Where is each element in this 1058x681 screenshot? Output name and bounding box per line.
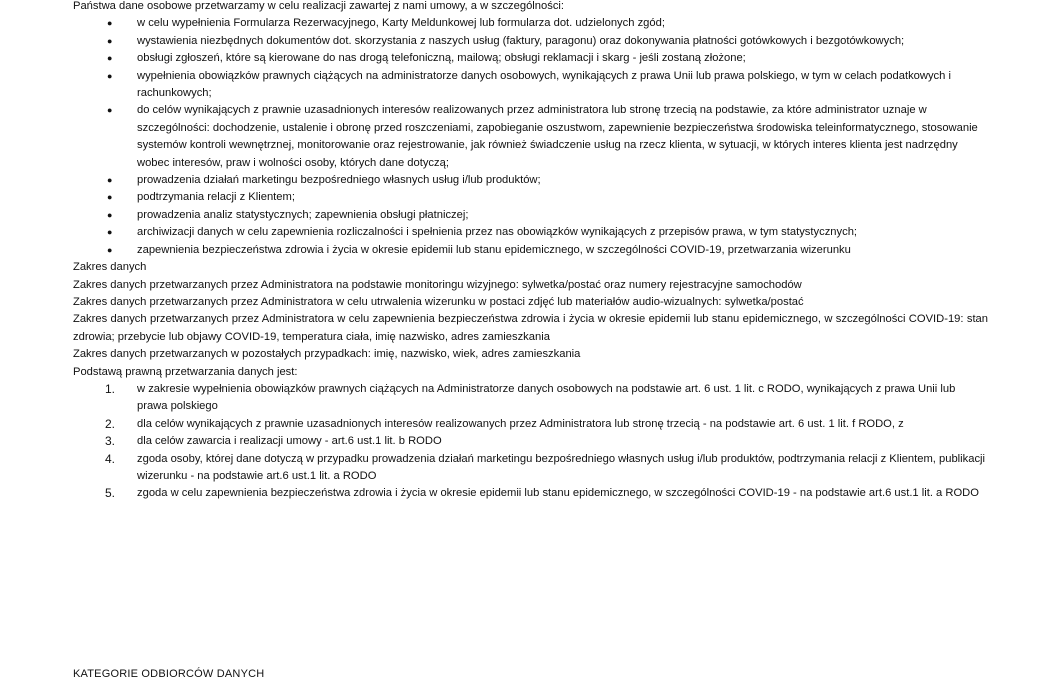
list-item: ● w celu wypełnienia Formularza Rezerwacyjnego, Karty Meldunkowej lub formularza dot. udzielonych zgód; [73, 15, 988, 32]
bullet-icon: ● [107, 209, 113, 220]
bullet-icon: ● [107, 53, 113, 64]
bullet-icon: ● [107, 35, 113, 46]
scope-line-monitoring: Zakres danych przetwarzanych przez Administratora na podstawie monitoringu wizyjnego: sylwetka/postać oraz numery rejestracyjne samochodów [73, 278, 802, 291]
list-item: ● obsługi zgłoszeń, które są kierowane do nas drogą telefoniczną, mailową; obsługi reklamacji i skarg - jeśli zostaną złożone; [73, 50, 988, 67]
list-item: ● wypełnienia obowiązków prawnych ciążących na administratorze danych osobowych, wynikających z prawa Unii lub prawa polskiego, w tym w celach podatkowych i rachunkowych; [107, 69, 951, 100]
bullet-icon: ● [107, 227, 113, 238]
bullet-icon: ● [107, 244, 113, 255]
scope-heading: Zakres danych [73, 261, 147, 274]
list-item: 5. zgoda w celu zapewnienia bezpieczeństwa zdrowia i życia w okresie epidemii lub stanu epidemicznego, w szczególności COVID-19 - na podstawie art.6 ust.1 lit. a RODO [105, 486, 979, 501]
scope-line-other: Zakres danych przetwarzanych w pozostałych przypadkach: imię, nazwisko, wiek, adres zamieszkania [73, 348, 581, 361]
bullet-icon: ● [107, 175, 113, 186]
bullet-icon: ● [107, 192, 113, 203]
list-item: ● podtrzymania relacji z Klientem; [73, 189, 988, 206]
document-page [73, 0, 988, 503]
list-item: ● prowadzenia działań marketingu bezpośredniego własnych usług i/lub produktów; [73, 172, 988, 189]
list-item: 2. dla celów wynikających z prawnie uzasadnionych interesów realizowanych przez Administratora lub stronę trzecią - na podstawie art. 6 ust. 1 lit. f RODO, z [105, 416, 904, 431]
list-item: ● prowadzenia analiz statystycznych; zapewnienia obsługi płatniczej; [73, 207, 988, 224]
scope-line-covid: Zakres danych przetwarzanych przez Administratora w celu zapewnienia bezpieczeństwa zdrowia i życia w okresie epidemii lub stanu epidemicznego, w szczególności COVID-19: stan zdrowia; przebycie lub objawy COVID-19, temperatura ciała, imię nazwisko, adres zamieszkania [73, 313, 988, 343]
list-item: 3. dla celów zawarcia i realizacji umowy - art.6 ust.1 lit. b RODO [105, 434, 442, 449]
purposes-list [73, 15, 988, 259]
list-item: ● do celów wynikających z prawnie uzasadnionych interesów realizowanych przez administratora lub stronę trzecią na podstawie, za które administrator uznaje w szczególności: dochodzenie, ustalenie i obronę przed roszczeniami, zapobieganie oszustwom, zapewnienie bezpieczeństwa środowiska teleinformatycznego, stosowanie systemów kontroli wewnętrznej, monitorowanie oraz rejestrowanie, jak również świadczenie usług na rzecz klienta, w sytuacji, w których interes klienta jest nadrzędny wobec interesów, praw i wolności osoby, których dane dotyczą; [107, 104, 978, 169]
list-item: 1. w zakresie wypełnienia obowiązków prawnych ciążących na Administratorze danych osobowych na podstawie art. 6 ust. 1 lit. c RODO, wynikających z prawa Unii lub prawa polskiego [105, 381, 956, 413]
bullet-icon: ● [107, 70, 113, 81]
list-item: ● zapewnienia bezpieczeństwa zdrowia i życia w okresie epidemii lub stanu epidemicznego, w szczególności COVID-19, przetwarzania wizerunku [73, 242, 988, 259]
legal-basis-heading: Podstawą prawną przetwarzania danych jest: [73, 365, 298, 378]
next-section-heading: KATEGORIE ODBIORCÓW DANYCH [73, 668, 265, 680]
list-item: ● wystawienia niezbędnych dokumentów dot. skorzystania z naszych usług (faktury, paragonu) oraz dokonywania płatności gotówkowych i bezgotówkowych; [73, 33, 988, 50]
bullet-icon: ● [107, 105, 113, 116]
scope-line-image: Zakres danych przetwarzanych przez Administratora w celu utrwalenia wizerunku w postaci zdjęć lub materiałów audio-wizualnych: sylwetka/postać [73, 295, 804, 308]
bullet-icon: ● [107, 18, 113, 29]
list-item: 4. zgoda osoby, której dane dotyczą w przypadku prowadzenia działań marketingu bezpośredniego własnych usług i/lub produktów, podtrzymania relacji z Klientem, publikacji wizerunku - na podstawie art.6 ust.1 lit. a RODO [105, 451, 986, 482]
legal-basis-list [73, 381, 988, 503]
list-item: ● archiwizacji danych w celu zapewnienia rozliczalności i spełnienia przez nas obowiązków wynikających z przepisów prawa, w tym statystycznych; [73, 224, 988, 241]
intro-text: Państwa dane osobowe przetwarzamy w celu realizacji zawartej z nami umowy, a w szczególności: [73, 0, 565, 12]
